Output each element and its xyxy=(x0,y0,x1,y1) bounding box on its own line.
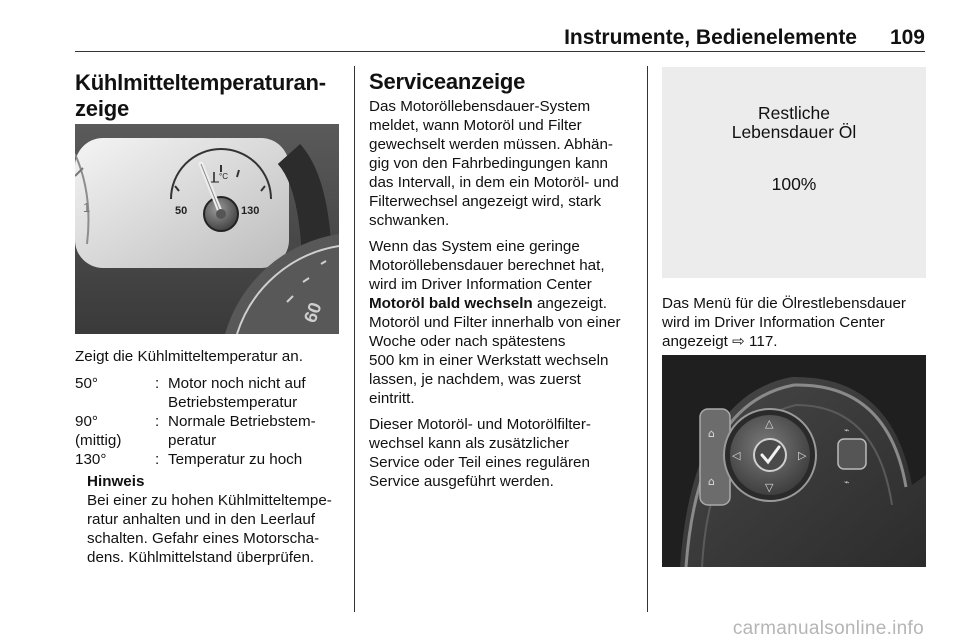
gauge-high-label: 130 xyxy=(241,205,260,217)
table-key: (mittig) xyxy=(75,432,122,449)
svg-text:⌂: ⌂ xyxy=(708,475,715,488)
ok-button xyxy=(754,439,786,471)
section-heading-line1: Kühlmitteltemperaturan- xyxy=(75,70,326,95)
down-arrow-icon: ▽ xyxy=(765,481,774,494)
text-line: Filterwechsel angezeigt wird, stark xyxy=(369,193,602,210)
service-paragraph-3 xyxy=(369,415,639,491)
note-box xyxy=(87,472,349,567)
table-separator: : xyxy=(155,375,160,392)
oil-life-value: 100% xyxy=(771,174,817,194)
temperature-table xyxy=(75,374,345,469)
svg-text:60: 60 xyxy=(299,299,326,326)
text-line: gig von den Fahrbedingungen kann xyxy=(369,155,608,172)
svg-text:⌁: ⌁ xyxy=(844,426,850,436)
text-line: schwanken. xyxy=(369,212,450,229)
steering-wheel-illustration xyxy=(662,355,926,567)
svg-text:⌂: ⌂ xyxy=(708,427,715,440)
text-line: wird im Driver Information Center xyxy=(662,314,885,331)
text-line: Motoröl und Filter innerhalb von einer xyxy=(369,314,621,331)
text-line xyxy=(369,294,639,313)
right-panel-button xyxy=(838,439,866,469)
text-line: Woche oder nach spätestens xyxy=(369,333,566,350)
table-row xyxy=(75,450,345,469)
note-line: Bei einer zu hohen Kühlmitteltempe- xyxy=(87,492,332,509)
text-line: Dieser Motoröl- und Motorölfilter- xyxy=(369,416,591,433)
left-heading xyxy=(75,70,345,122)
table-value-line: Normale Betriebstem- xyxy=(168,413,316,430)
note-line: ratur anhalten und in den Leerlauf xyxy=(87,511,315,528)
note-title: Hinweis xyxy=(87,473,145,490)
table-row xyxy=(75,412,345,450)
footer-watermark: carmanualsonline.info xyxy=(732,618,924,639)
text-line: wechsel kann als zusätzlicher xyxy=(369,435,570,452)
table-value-line: Temperatur zu hoch xyxy=(168,451,303,468)
text-line: Service oder Teil eines regulären xyxy=(369,454,590,471)
coolant-gauge-image xyxy=(75,124,339,334)
text-line: 500 km in einer Werkstatt wechseln xyxy=(369,352,609,369)
table-value-line: peratur xyxy=(168,432,217,449)
text-fragment: angezeigt xyxy=(662,333,733,350)
text-line: eintritt. xyxy=(369,390,415,407)
column-divider-left xyxy=(354,66,355,612)
text-line: lassen, je nachdem, was zuerst xyxy=(369,371,581,388)
table-value-line: Betriebstemperatur xyxy=(168,394,298,411)
display-line-2: Lebensdauer Öl xyxy=(731,122,857,142)
table-separator: : xyxy=(155,413,160,430)
header-rule xyxy=(75,51,925,52)
page-reference[interactable]: 117. xyxy=(744,333,778,350)
coolant-intro: Zeigt die Kühlmitteltemperatur an. xyxy=(75,348,303,365)
text-line: das Intervall, in dem ein Motoröl- und xyxy=(369,174,619,191)
gauge-unit-label: °C xyxy=(219,172,228,181)
service-paragraph-2 xyxy=(369,237,639,408)
oil-life-display xyxy=(662,67,926,278)
text-line: Motoröllebensdauer berechnet hat, xyxy=(369,257,605,274)
table-key: 130° xyxy=(75,451,107,468)
svg-text:1: 1 xyxy=(83,200,91,215)
right-arrow-icon: ▷ xyxy=(798,449,807,462)
service-paragraph-1 xyxy=(369,97,639,230)
display-line-1: Restliche xyxy=(758,103,830,123)
middle-column xyxy=(369,69,639,491)
text-line: Service ausgeführt werden. xyxy=(369,473,554,490)
text-fragment: angezeigt. xyxy=(532,295,608,312)
text-line xyxy=(662,332,932,351)
table-key: 50° xyxy=(75,375,98,392)
text-line: gewechselt werden müssen. Abhän- xyxy=(369,136,613,153)
coolant-gauge-illustration xyxy=(75,124,339,334)
display-message: Motoröl bald wechseln xyxy=(369,295,533,312)
header-title: Instrumente, Bedienelemente xyxy=(564,26,857,49)
service-heading: Serviceanzeige xyxy=(369,69,526,94)
display-caption xyxy=(662,294,932,351)
text-line: Das Motoröllebensdauer-System xyxy=(369,98,591,115)
table-separator: : xyxy=(155,451,160,468)
up-arrow-icon: △ xyxy=(765,417,774,430)
text-line: Das Menü für die Ölrestlebensdauer xyxy=(662,295,906,312)
table-row xyxy=(75,374,345,412)
column-divider-right xyxy=(647,66,648,612)
text-line: wird im Driver Information Center xyxy=(369,276,592,293)
left-arrow-icon: ◁ xyxy=(732,449,741,462)
page-number: 109 xyxy=(889,26,925,49)
note-line: schalten. Gefahr eines Motorscha- xyxy=(87,530,320,547)
page-header xyxy=(75,26,925,50)
text-line: Wenn das System eine geringe xyxy=(369,238,580,255)
table-key: 90° xyxy=(75,413,98,430)
table-value-line: Motor noch nicht auf xyxy=(168,375,306,392)
note-line: dens. Kühlmittelstand überprüfen. xyxy=(87,549,315,566)
page-reference-arrow-icon: ⇨ xyxy=(732,333,745,350)
steering-wheel-controls-image xyxy=(662,355,926,567)
text-line: meldet, wann Motoröl und Filter xyxy=(369,117,582,134)
gauge-low-label: 50 xyxy=(175,205,188,217)
section-heading-line2: zeige xyxy=(75,96,130,121)
svg-text:⌁: ⌁ xyxy=(844,478,850,488)
